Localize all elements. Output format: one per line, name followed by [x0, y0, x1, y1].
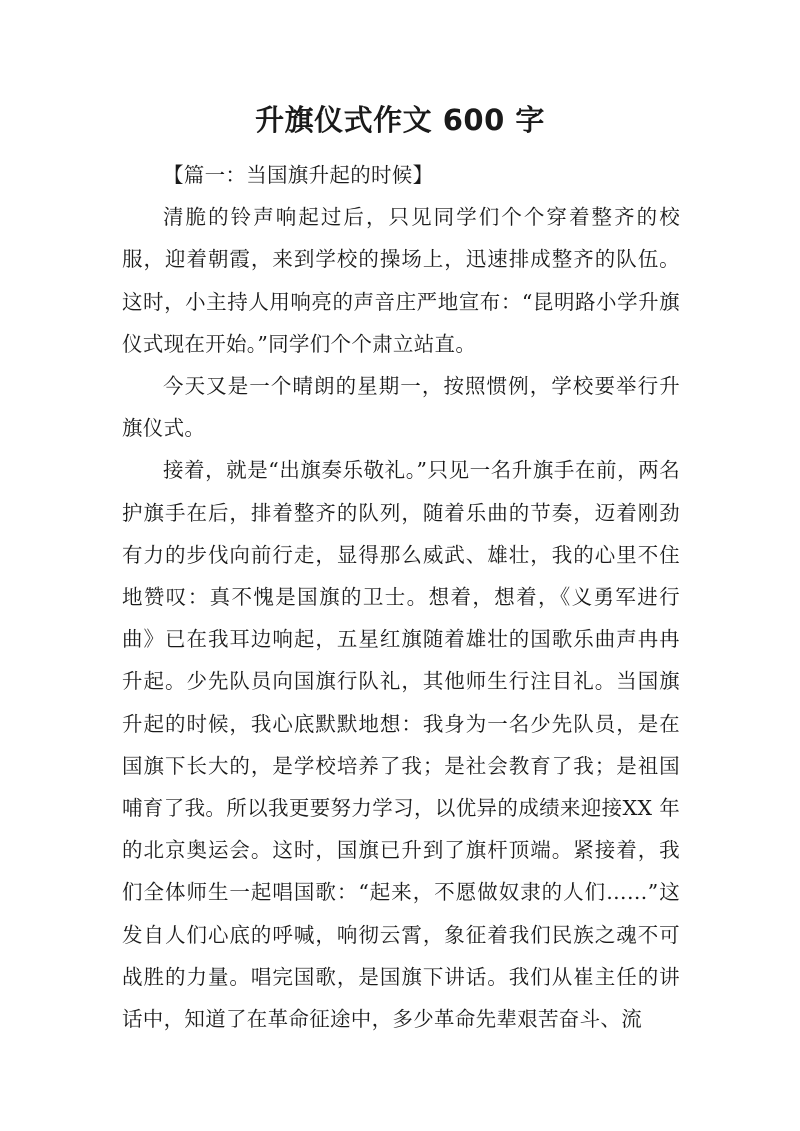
section-heading: 【篇一：当国旗升起的时候】: [163, 163, 434, 187]
document-body: [122, 154, 680, 1040]
paragraph-2: 今天又是一个晴朗的星期一，按照惯例，学校要举行升旗仪式。: [122, 374, 680, 441]
document-title: 升旗仪式作文 600 字: [255, 103, 545, 137]
paragraph-1: 清脆的铃声响起过后，只见同学们个个穿着整齐的校服，迎着朝霞，来到学校的操场上，迅速排成整齐的队伍。这时，小主持人用响亮的声音庄严地宣布：“昆明路小学升旗仪式现在开始。”同学们个个肃立站直。: [122, 205, 680, 356]
paragraph-3: 接着，就是“出旗奏乐敬礼。”只见一名升旗手在前，两名护旗手在后，排着整齐的队列，随着乐曲的节奏，迈着刚劲有力的步伐向前行走，显得那么威武、雄壮，我的心里不住地赞叹：真不愧是国旗的卫士。想着，想着，《义勇军进行曲》已在我耳边响起，五星红旗随着雄壮的国歌乐曲声冉冉升起。少先队员向国旗行队礼，其他师生行注目礼。当国旗升起的时候，我心底默默地想：我身为一名少先队员，是在国旗下长大的，是学校培养了我；是社会教育了我；是祖国哺育了我。所以我更要努力学习，以优异的成绩来迎接XX 年的北京奥运会。这时，国旗已升到了旗杆顶端。紧接着，我们全体师生一起唱国歌：“起来，不愿做奴隶的人们……”这发自人们心底的呼喊，响彻云霄，象征着我们民族之魂不可战胜的力量。唱完国歌，是国旗下讲话。我们从崔主任的讲话中，知道了在革命征途中，多少革命先辈艰苦奋斗、流: [122, 458, 680, 1032]
